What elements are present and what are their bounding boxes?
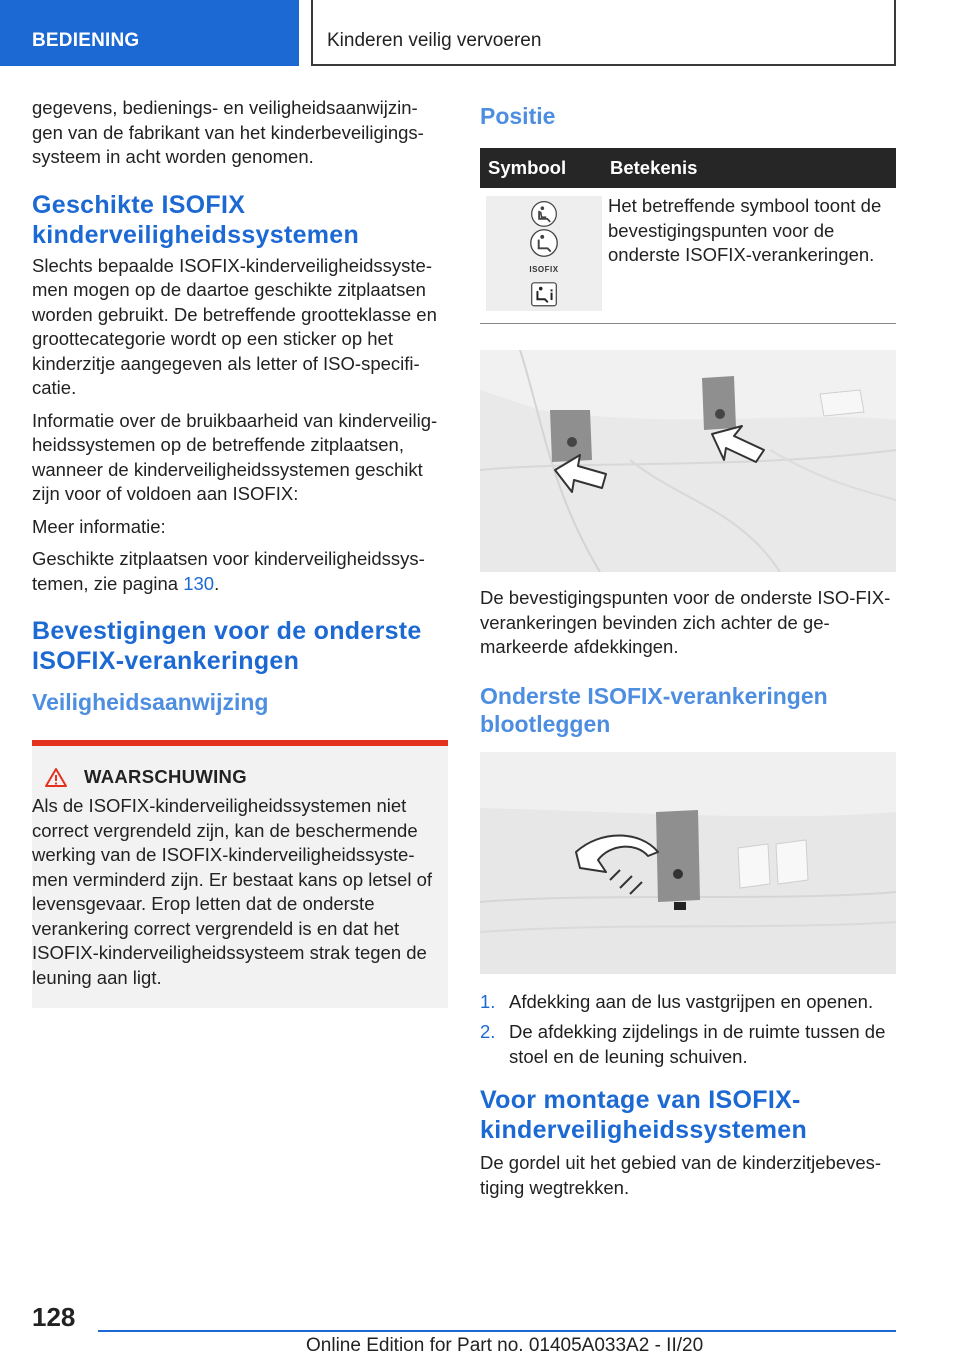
step-text: De afdekking zijdelings in de ruimte tussen de stoel en de leuning schuiven. [509,1021,886,1067]
step-text: Afdekking aan de lus vastgrijpen en openen. [509,990,874,1012]
step-number: 2. [480,1021,496,1042]
seat-photo-expose [480,752,896,974]
paragraph-info: Informatie over de bruikbaarheid van kinderveilig-heidssystemen op de betreffende zitplaatsen, wanneer de kinderveiligheidssystemen geschikt zijn voor of voldoen aan ISOFIX: [32,409,438,504]
intro-paragraph: gegevens, bedienings- en veiligheidsaanwijzin-gen van de fabrikant van het kinderbeveiligings-systeem in acht worden genomen. [32,97,424,167]
table-row [480,188,896,324]
warning-header [32,766,436,788]
table-header-row [480,148,896,188]
column-header-symbol: Symbool [480,148,602,188]
isofix-label: ISOFIX [529,264,559,274]
column-header-meaning: Betekenis [602,148,896,188]
symbol-table [480,148,896,324]
step-number: 1. [480,990,496,1012]
warning-text: Als de ISOFIX-kinderveiligheidssystemen niet correct vergrendeld zijn, kan de beschermende werking van de ISOFIX-kinderveiligheidssyste-men verminderd zijn. Er bestaat kans op letsel of levensgevaar. Erop letten dat de onderste verankering correct vergrendeld is en dat het ISOFIX-kinderveiligheidssysteem strak tegen de leuning aan ligt. [32,795,432,988]
paragraph-reference [32,547,448,596]
paragraph-suitable: Slechts bepaalde ISOFIX-kinderveiligheidssyste-men mogen op de daartoe geschikte zitplaatsen worden gebruikt. De betreffende grootteklasse en groottecategorie wordt op een sticker op het kinderzitje aangegeven als letter of ISO-specifi-catie. [32,254,437,398]
meaning-cell: Het betreffende symbool toont de bevestigingspunten voor de onderste ISOFIX-verankeringen. [602,188,896,324]
page-number: 128 [32,1302,76,1332]
footer-divider [98,1330,896,1332]
warning-box [32,740,448,1008]
isofix-symbols [486,196,602,311]
heading-mounts: Bevestigingen voor de onderste ISOFIX-verankeringen [32,617,422,675]
isofix-info-icon [528,282,560,307]
seat-illustration-1 [480,350,896,572]
symbol-cell [480,188,602,324]
warning-triangle-icon [44,767,68,788]
step-list [480,990,896,1070]
seat-illustration-2 [480,752,896,974]
right-column [480,96,896,1200]
heading-position: Positie [480,103,556,129]
isofix-seat-icon [529,228,559,258]
page-link[interactable]: 130 [183,572,215,594]
reference-suffix: . [214,572,220,594]
heading-safety: Veiligheidsaanwijzing [32,689,269,715]
heading-before-mounting: Voor montage van ISOFIX-kinderveiligheidssystemen [480,1086,808,1144]
left-column [32,96,448,1008]
paragraph-before-mounting: De gordel uit het gebied van de kinderzitjebeves-tiging wegtrekken. [480,1152,882,1198]
warning-title: WAARSCHUWING [84,766,247,787]
chapter-title: Kinderen veilig vervoeren [327,30,542,51]
caption-anchor-points: De bevestigingspunten voor de onderste ISO-FIX-verankeringen bevinden zich achter de ge-markeerde afdekkingen. [480,587,891,657]
list-item [480,1020,896,1069]
child-seat-anchor-icon [527,200,561,228]
reference-text: Geschikte zitplaatsen voor kinderveiligheidssys-temen, zie pagina [32,548,425,594]
section-tab[interactable] [0,0,299,66]
isofix-symbol-group [529,228,559,283]
heading-expose: Onderste ISOFIX-verankeringen blootleggen [480,682,828,737]
heading-suitable-isofix: Geschikte ISOFIX kinderveiligheidssystemen [32,190,360,249]
chapter-header [311,0,896,66]
paragraph-more-info: Meer informatie: [32,515,166,537]
list-item [480,990,896,1015]
section-title: BEDIENING [32,30,140,51]
seat-photo-anchor-points [480,350,896,572]
footer-edition: Online Edition for Part no. 01405A033A2 - II/20 [306,1335,704,1356]
